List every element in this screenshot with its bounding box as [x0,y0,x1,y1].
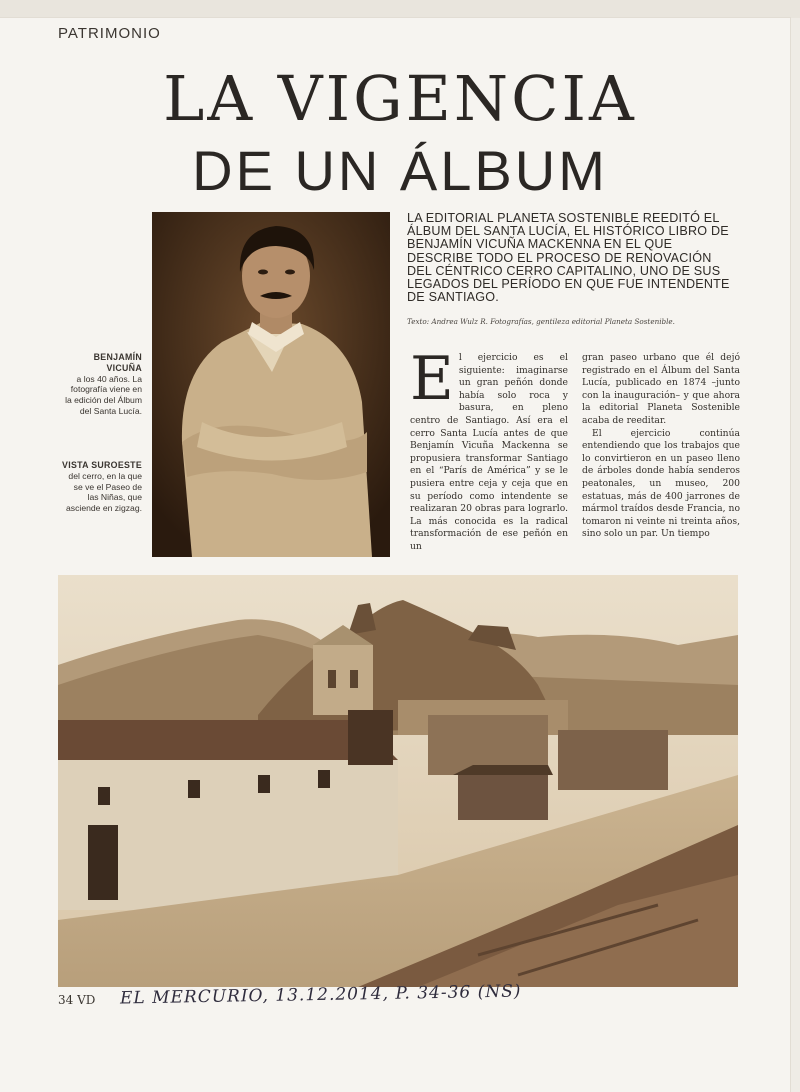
portrait-illustration [152,212,390,557]
credits-line: Texto: Andrea Wulz R. Fotografías, gentileza editorial Planeta Sostenible. [407,317,675,326]
caption-portrait-text: a los 40 años. La fotografía viene en la edición del Álbum del Santa Lucía. [65,373,142,416]
lead-paragraph: LA EDITORIAL PLANETA SOSTENIBLE REEDITÓ EL ÁLBUM DEL SANTA LUCÍA, EL HISTÓRICO LIBRO DE BENJAMÍN VICUÑA MACKENNA EN EL QUE DESCRIBE TODO EL PROCESO DE RENOVACIÓN DEL CÉNTRICO CERRO CAPITALINO, UNO DE SUS LEGADOS DEL PERÍODO EN QUE FUE INTENDENTE DE SANTIAGO. [407,211,730,305]
body-column-2-para-1: gran paseo urbano que él dejó registrado en el Álbum del Santa Lucía, publicado en 1874 –junto con la inauguración– y que ahora la editorial Planeta Sostenible acaba de reeditar. [582,352,740,426]
page-number: 34 VD [58,993,96,1007]
body-column-1-text: l ejercicio es el siguiente: imaginarse un gran peñón donde había solo roca y basura, en pleno centro de Santiago. Así era el cerro Santa Lucía antes de que Benjamín Vicuña Mackenna se propusiera transformar Santiago en el “París de América” y se le pusiera entre ceja y ceja que en su período como intendente se realizaran 20 obras para lograrlo. La más conocida es la radical transformación de ese peñón en un [410,352,568,552]
caption-portrait [62,352,142,417]
body-column-2-para-2: El ejercicio continúa entendiendo que los trabajos que lo convirtieron en un paseo lleno de árboles donde había senderos peatonales, un museo, 200 estatuas, más de 400 jarrones de mármol traídos desde Francia, no tomaron ni veinte ni treinta años, sino solo un par. Un tiempo [582,427,740,540]
headline-line-1: LA VIGENCIA [163,62,637,135]
caption-portrait-heading: BENJAMÍN VICUÑA [93,352,142,373]
headline-line-2: DE UN ÁLBUM [192,139,608,202]
santa-lucia-photo [58,575,738,987]
caption-photo-heading: VISTA SUROESTE [62,460,142,470]
section-label: PATRIMONIO [58,25,161,42]
body-column-1 [410,352,568,567]
drop-cap: E [410,352,454,414]
santa-lucia-illustration [58,575,738,987]
caption-photo [62,460,142,514]
scan-top-strip [0,0,800,18]
portrait-photo [152,212,390,557]
caption-photo-text: del cerro, en la que se ve el Paseo de las Niñas, que asciende en zigzag. [66,470,142,514]
body-column-2 [582,352,740,567]
handwritten-annotation: EL MERCURIO, 13.12.2014, P. 34-36 (NS) [119,981,522,1009]
